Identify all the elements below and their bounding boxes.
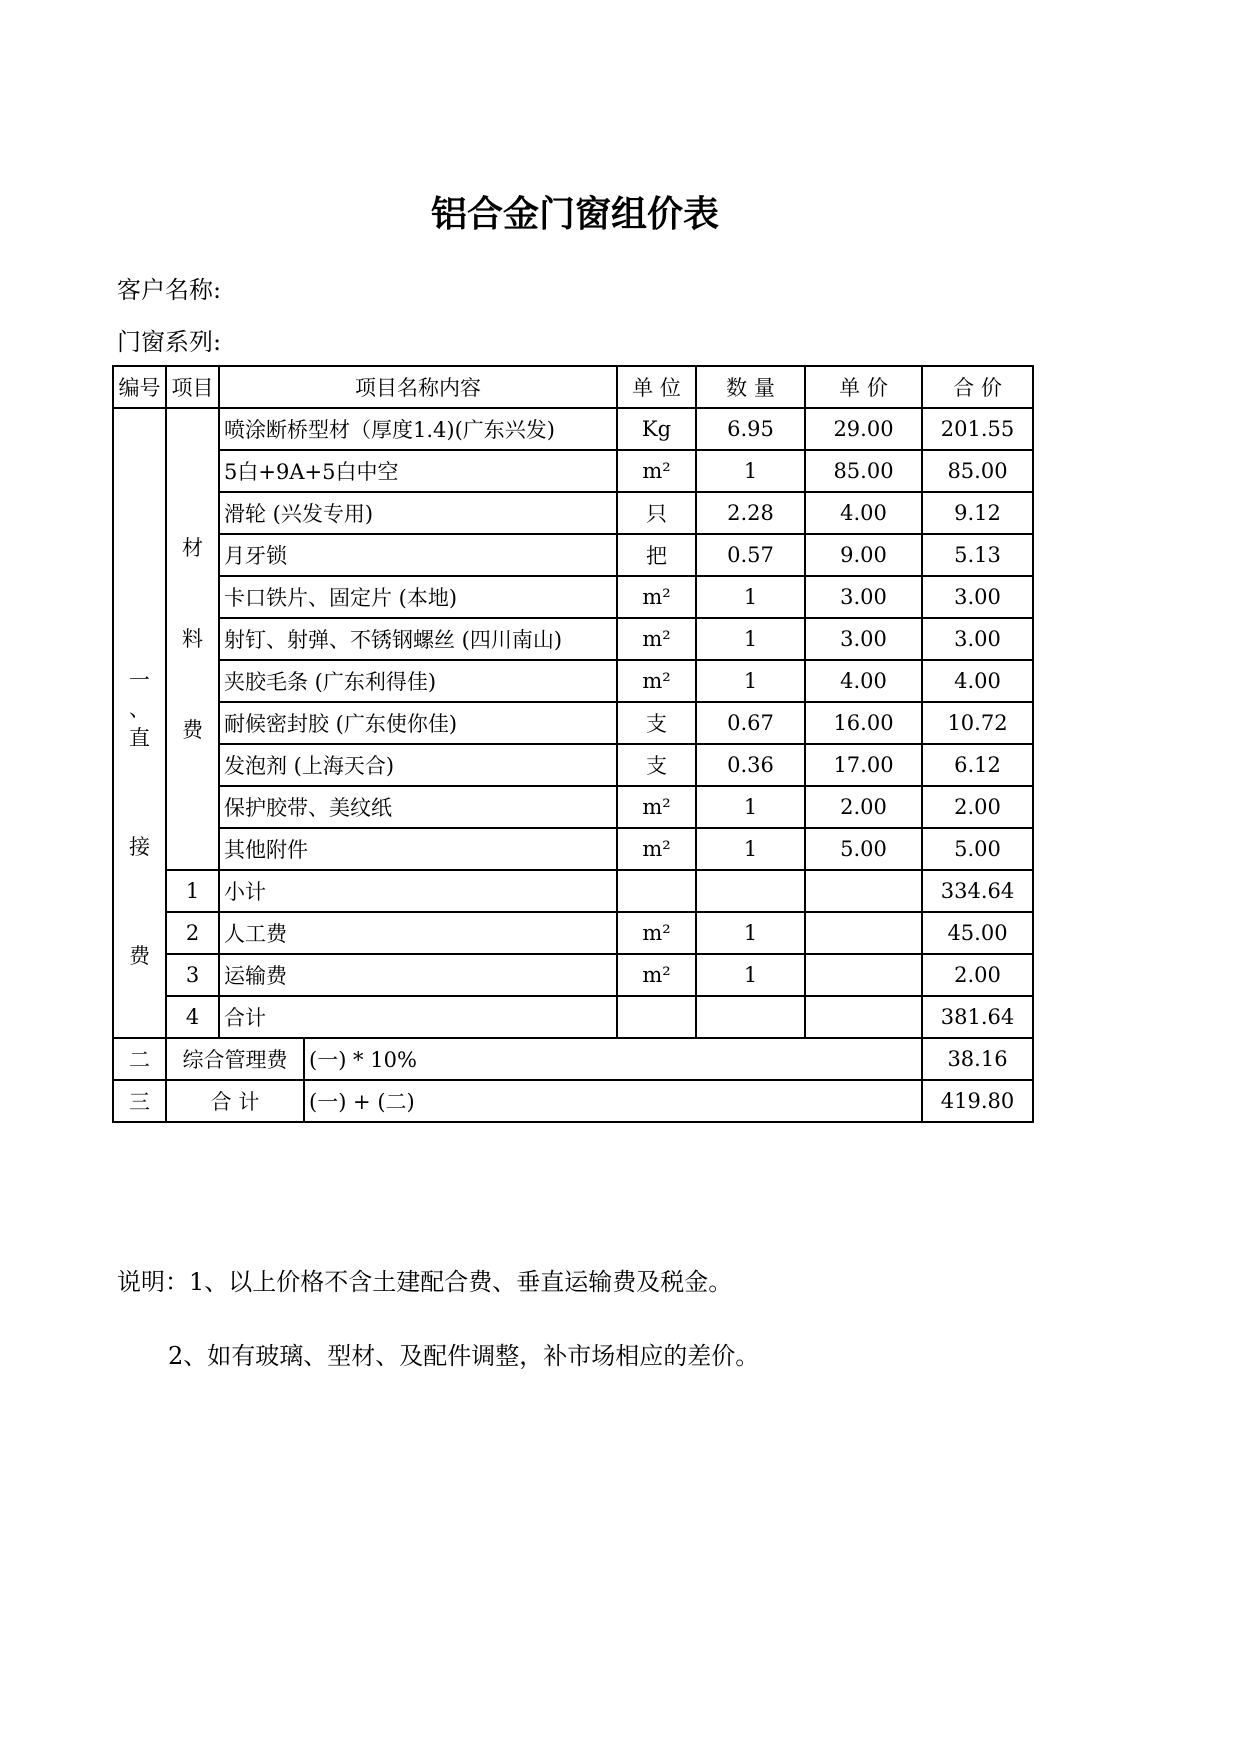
material-unit: 支 [617, 744, 696, 786]
subitem-name: 运输费 [219, 954, 617, 996]
header-item: 项目 [166, 366, 219, 408]
material-price: 29.00 [805, 408, 922, 450]
material-qty: 1 [696, 786, 805, 828]
material-qty: 1 [696, 450, 805, 492]
table-row [113, 702, 1033, 744]
material-price: 4.00 [805, 492, 922, 534]
material-qty: 6.95 [696, 408, 805, 450]
header-quantity: 数 量 [696, 366, 805, 408]
subitem-price [805, 912, 922, 954]
material-unit: m² [617, 450, 696, 492]
table-row [113, 996, 1033, 1038]
material-price: 17.00 [805, 744, 922, 786]
subitem-unit: m² [617, 954, 696, 996]
material-total: 3.00 [922, 576, 1033, 618]
subitem-price [805, 954, 922, 996]
material-name: 发泡剂 (上海天合) [219, 744, 617, 786]
section-number: 二 [113, 1038, 166, 1080]
subitem-qty: 1 [696, 954, 805, 996]
subitem-total: 381.64 [922, 996, 1033, 1038]
section-direct-cost-label: 一 、 直 接 费 [113, 408, 166, 1038]
section-total: 38.16 [922, 1038, 1033, 1080]
section-total: 419.80 [922, 1080, 1033, 1122]
subitem-number: 3 [166, 954, 219, 996]
section-label: 合 计 [166, 1080, 304, 1122]
material-price: 3.00 [805, 576, 922, 618]
material-qty: 0.67 [696, 702, 805, 744]
material-name: 耐候密封胶 (广东使你佳) [219, 702, 617, 744]
subitem-number: 1 [166, 870, 219, 912]
table-row [113, 786, 1033, 828]
material-name: 保护胶带、美纹纸 [219, 786, 617, 828]
table-row [113, 828, 1033, 870]
material-price: 16.00 [805, 702, 922, 744]
subitem-unit [617, 870, 696, 912]
material-total: 10.72 [922, 702, 1033, 744]
material-total: 4.00 [922, 660, 1033, 702]
price-table [112, 365, 1034, 1123]
window-series-label: 门窗系列: [117, 328, 222, 356]
material-cost-label: 材 料 费 [166, 408, 219, 870]
table-row [113, 660, 1033, 702]
header-item-name: 项目名称内容 [219, 366, 617, 408]
table-row [113, 912, 1033, 954]
subitem-name: 人工费 [219, 912, 617, 954]
note-line-2: 2、如有玻璃、型材、及配件调整，补市场相应的差价。 [168, 1342, 760, 1370]
material-qty: 1 [696, 660, 805, 702]
table-row [113, 618, 1033, 660]
material-name: 月牙锁 [219, 534, 617, 576]
subitem-number: 4 [166, 996, 219, 1038]
material-name: 5白+9A+5白中空 [219, 450, 617, 492]
material-name: 射钉、射弹、不锈钢螺丝 (四川南山) [219, 618, 617, 660]
material-price: 4.00 [805, 660, 922, 702]
page-title: 铝合金门窗组价表 [430, 194, 719, 235]
material-name: 其他附件 [219, 828, 617, 870]
material-total: 5.13 [922, 534, 1033, 576]
subitem-qty: 1 [696, 912, 805, 954]
material-total: 6.12 [922, 744, 1033, 786]
table-row [113, 408, 1033, 450]
subitem-name: 小计 [219, 870, 617, 912]
material-total: 9.12 [922, 492, 1033, 534]
section-number: 三 [113, 1080, 166, 1122]
material-qty: 2.28 [696, 492, 805, 534]
section-label: 综合管理费 [166, 1038, 304, 1080]
subitem-price [805, 870, 922, 912]
table-row [113, 576, 1033, 618]
subitem-total: 45.00 [922, 912, 1033, 954]
subitem-unit [617, 996, 696, 1038]
subitem-total: 2.00 [922, 954, 1033, 996]
material-price: 9.00 [805, 534, 922, 576]
table-row [113, 534, 1033, 576]
material-unit: m² [617, 660, 696, 702]
material-total: 3.00 [922, 618, 1033, 660]
header-number: 编号 [113, 366, 166, 408]
subitem-unit: m² [617, 912, 696, 954]
material-price: 85.00 [805, 450, 922, 492]
material-total: 85.00 [922, 450, 1033, 492]
material-name: 夹胶毛条 (广东利得佳) [219, 660, 617, 702]
material-total: 201.55 [922, 408, 1033, 450]
note-line-1: 说明：1、以上价格不含土建配合费、垂直运输费及税金。 [117, 1268, 733, 1296]
subitem-name: 合计 [219, 996, 617, 1038]
table-row [113, 954, 1033, 996]
customer-name-label: 客户名称: [117, 276, 222, 304]
subitem-price [805, 996, 922, 1038]
subitem-total: 334.64 [922, 870, 1033, 912]
material-name: 滑轮 (兴发专用) [219, 492, 617, 534]
material-unit: 把 [617, 534, 696, 576]
subitem-qty [696, 996, 805, 1038]
section-formula: (一) * 10% [304, 1038, 922, 1080]
material-unit: m² [617, 786, 696, 828]
material-price: 5.00 [805, 828, 922, 870]
subitem-qty [696, 870, 805, 912]
material-unit: 支 [617, 702, 696, 744]
table-header-row [113, 366, 1033, 408]
material-price: 3.00 [805, 618, 922, 660]
material-total: 5.00 [922, 828, 1033, 870]
material-qty: 0.36 [696, 744, 805, 786]
material-qty: 0.57 [696, 534, 805, 576]
table-row [113, 450, 1033, 492]
table-row [113, 1080, 1033, 1122]
subitem-number: 2 [166, 912, 219, 954]
material-price: 2.00 [805, 786, 922, 828]
header-unit-price: 单 价 [805, 366, 922, 408]
material-qty: 1 [696, 618, 805, 660]
material-name: 喷涂断桥型材（厚度1.4)(广东兴发) [219, 408, 617, 450]
material-total: 2.00 [922, 786, 1033, 828]
material-qty: 1 [696, 576, 805, 618]
material-unit: m² [617, 828, 696, 870]
table-row [113, 744, 1033, 786]
material-unit: m² [617, 618, 696, 660]
header-unit: 单 位 [617, 366, 696, 408]
material-name: 卡口铁片、固定片 (本地) [219, 576, 617, 618]
material-qty: 1 [696, 828, 805, 870]
section-formula: (一) + (二) [304, 1080, 922, 1122]
table-row [113, 492, 1033, 534]
material-unit: 只 [617, 492, 696, 534]
material-unit: m² [617, 576, 696, 618]
table-row [113, 1038, 1033, 1080]
table-row [113, 870, 1033, 912]
header-total-price: 合 价 [922, 366, 1033, 408]
material-unit: Kg [617, 408, 696, 450]
